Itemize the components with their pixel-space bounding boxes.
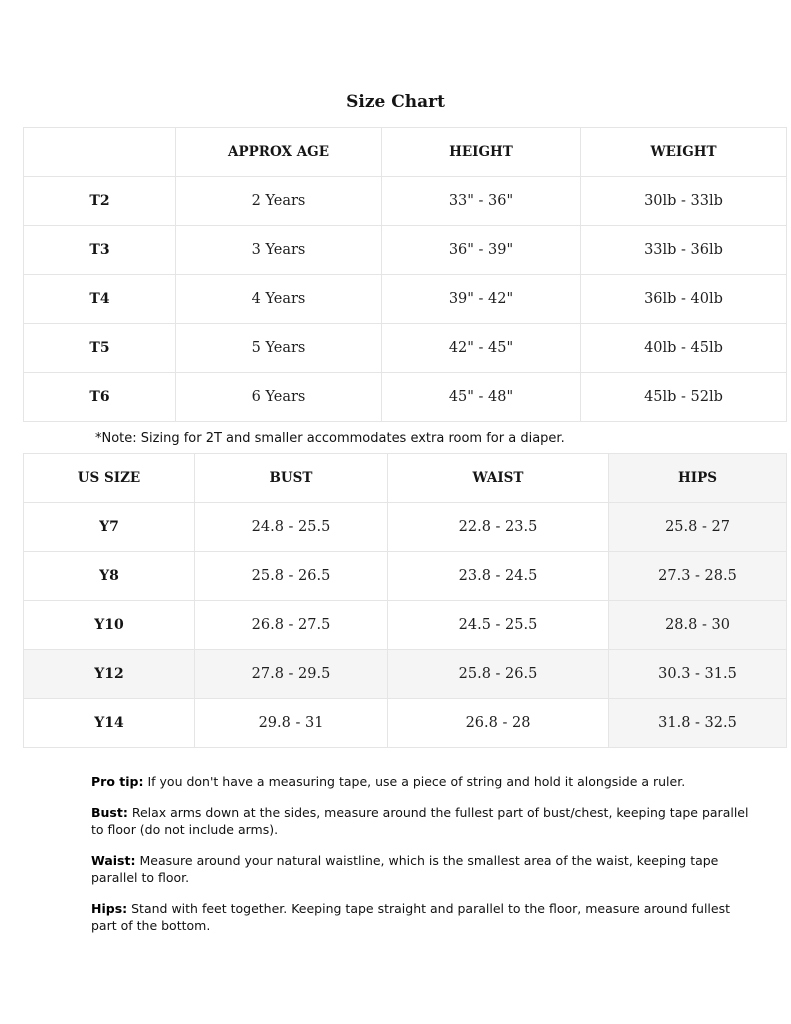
cell-height: 33" - 36" xyxy=(382,177,581,226)
cell-height: 36" - 39" xyxy=(382,226,581,275)
tip-text: Measure around your natural waistline, which is the smallest area of the waist, keeping tape parallel to floor. xyxy=(91,853,719,885)
cell-waist: 25.8 - 26.5 xyxy=(388,650,609,699)
cell-us-size: Y8 xyxy=(24,552,195,601)
column-header-bust: BUST xyxy=(195,454,388,503)
youth-size-table xyxy=(23,453,787,748)
cell-age: 4 Years xyxy=(176,275,382,324)
table-row-t6 xyxy=(24,373,787,422)
cell-us-size: Y10 xyxy=(24,601,195,650)
column-header-approx-age: APPROX AGE xyxy=(176,128,382,177)
toddler-header-row xyxy=(24,128,787,177)
cell-hips: 27.3 - 28.5 xyxy=(609,552,787,601)
table-row-t5 xyxy=(24,324,787,373)
cell-bust: 27.8 - 29.5 xyxy=(195,650,388,699)
table-row-y14 xyxy=(24,699,787,748)
cell-age: 2 Years xyxy=(176,177,382,226)
cell-waist: 23.8 - 24.5 xyxy=(388,552,609,601)
column-header-hips: HIPS xyxy=(609,454,787,503)
tip-text: If you don't have a measuring tape, use a piece of string and hold it alongside a ruler. xyxy=(147,774,686,789)
cell-weight: 40lb - 45lb xyxy=(581,324,787,373)
tip-pro-tip xyxy=(91,773,751,790)
table-row-t2 xyxy=(24,177,787,226)
cell-us-size: Y12 xyxy=(24,650,195,699)
cell-bust: 25.8 - 26.5 xyxy=(195,552,388,601)
cell-size: T4 xyxy=(24,275,176,324)
youth-header-row xyxy=(24,454,787,503)
cell-size: T6 xyxy=(24,373,176,422)
column-header-weight: WEIGHT xyxy=(581,128,787,177)
cell-hips: 31.8 - 32.5 xyxy=(609,699,787,748)
toddler-size-table xyxy=(23,127,787,422)
tip-label: Pro tip: xyxy=(91,774,144,789)
tip-hips xyxy=(91,900,751,934)
table-row-y10 xyxy=(24,601,787,650)
cell-bust: 24.8 - 25.5 xyxy=(195,503,388,552)
cell-us-size: Y14 xyxy=(24,699,195,748)
cell-waist: 26.8 - 28 xyxy=(388,699,609,748)
tip-bust xyxy=(91,804,751,838)
measuring-tips xyxy=(91,773,751,934)
cell-hips: 25.8 - 27 xyxy=(609,503,787,552)
cell-size: T5 xyxy=(24,324,176,373)
cell-weight: 30lb - 33lb xyxy=(581,177,787,226)
column-header-height: HEIGHT xyxy=(382,128,581,177)
cell-height: 45" - 48" xyxy=(382,373,581,422)
tip-label: Hips: xyxy=(91,901,128,916)
column-header-us-size: US SIZE xyxy=(24,454,195,503)
cell-size: T3 xyxy=(24,226,176,275)
tip-text: Stand with feet together. Keeping tape straight and parallel to the floor, measure around fullest part of the bottom. xyxy=(91,901,731,933)
cell-bust: 29.8 - 31 xyxy=(195,699,388,748)
cell-weight: 45lb - 52lb xyxy=(581,373,787,422)
cell-age: 6 Years xyxy=(176,373,382,422)
cell-hips: 30.3 - 31.5 xyxy=(609,650,787,699)
table-row-y7 xyxy=(24,503,787,552)
tip-text: Relax arms down at the sides, measure around the fullest part of bust/chest, keeping tape parallel to floor (do not include arms). xyxy=(91,805,749,837)
table-row-t3 xyxy=(24,226,787,275)
page-title: Size Chart xyxy=(346,92,445,112)
cell-size: T2 xyxy=(24,177,176,226)
cell-height: 39" - 42" xyxy=(382,275,581,324)
table-row-y12 xyxy=(24,650,787,699)
column-header-blank xyxy=(24,128,176,177)
table-row-y8 xyxy=(24,552,787,601)
cell-us-size: Y7 xyxy=(24,503,195,552)
tip-label: Waist: xyxy=(91,853,136,868)
diaper-note: *Note: Sizing for 2T and smaller accommodates extra room for a diaper. xyxy=(95,431,565,446)
column-header-waist: WAIST xyxy=(388,454,609,503)
cell-age: 3 Years xyxy=(176,226,382,275)
tip-label: Bust: xyxy=(91,805,128,820)
cell-weight: 33lb - 36lb xyxy=(581,226,787,275)
cell-waist: 22.8 - 23.5 xyxy=(388,503,609,552)
cell-age: 5 Years xyxy=(176,324,382,373)
cell-height: 42" - 45" xyxy=(382,324,581,373)
tip-waist xyxy=(91,852,751,886)
table-row-t4 xyxy=(24,275,787,324)
cell-bust: 26.8 - 27.5 xyxy=(195,601,388,650)
cell-hips: 28.8 - 30 xyxy=(609,601,787,650)
cell-waist: 24.5 - 25.5 xyxy=(388,601,609,650)
cell-weight: 36lb - 40lb xyxy=(581,275,787,324)
